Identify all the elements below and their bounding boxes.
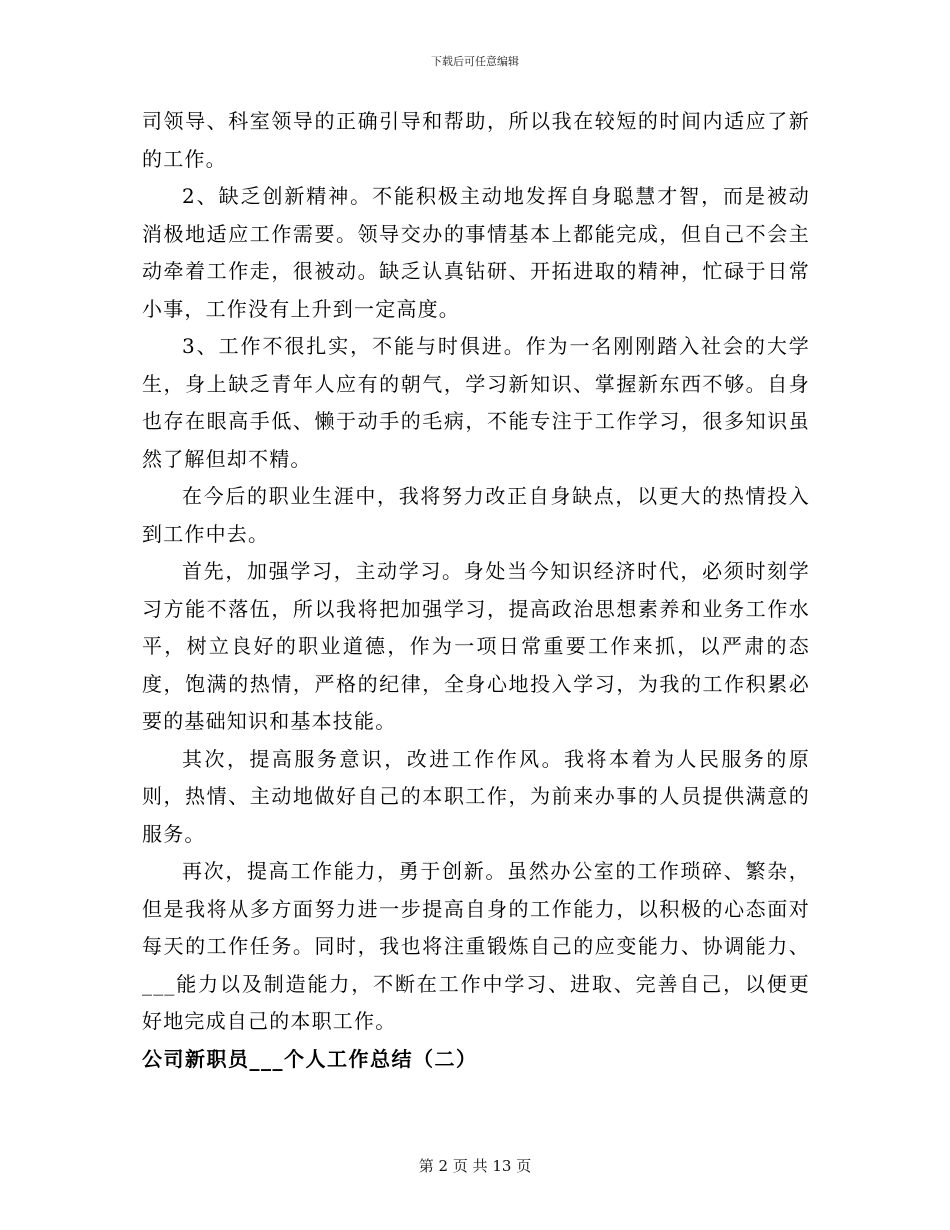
page-number: 第 2 页 共 13 页: [418, 1157, 532, 1175]
document-body: [142, 103, 810, 1078]
page-header: 下载后可任意编辑: [431, 55, 519, 68]
paragraph-continuation: 司领导、科室领导的正确引导和帮助，所以我在较短的时间内适应了新的工作。: [142, 109, 810, 171]
section-title: 公司新职员___个人工作总结（二）: [142, 1046, 478, 1071]
paragraph-future-intro: 在今后的职业生涯中，我将努力改正自身缺点，以更大的热情投入到工作中去。: [142, 484, 810, 546]
paragraph-third: 再次，提高工作能力，勇于创新。虽然办公室的工作琐碎、繁杂，但是我将从多方面努力进一步提高自身的工作能力，以积极的心态面对每天的工作任务。同时，我也将注重锻炼自己的应变能力、协调能力、___能力以及制造能力，不断在工作中学习、进取、完善自己，以便更好地完成自己的本职工作。: [142, 859, 810, 1033]
paragraph-point-3: 3、工作不很扎实，不能与时俱进。作为一名刚刚踏入社会的大学生，身上缺乏青年人应有的朝气，学习新知识、掌握新东西不够。自身也存在眼高手低、懒于动手的毛病，不能专注于工作学习，很多知识虽然了解但却不精。: [142, 334, 810, 471]
paragraph-point-2: 2、缺乏创新精神。不能积极主动地发挥自身聪慧才智，而是被动消极地适应工作需要。领导交办的事情基本上都能完成，但自己不会主动牵着工作走，很被动。缺乏认真钻研、开拓进取的精神，忙碌于日常小事，工作没有上升到一定高度。: [142, 184, 810, 321]
paragraph-first: 首先，加强学习，主动学习。身处当今知识经济时代，必须时刻学习方能不落伍，所以我将把加强学习，提高政治思想素养和业务工作水平，树立良好的职业道德，作为一项日常重要工作来抓，以严肃的态度，饱满的热情，严格的纪律，全身心地投入学习，为我的工作积累必要的基础知识和基本技能。: [142, 559, 810, 733]
paragraph-second: 其次，提高服务意识，改进工作作风。我将本着为人民服务的原则，热情、主动地做好自己的本职工作，为前来办事的人员提供满意的服务。: [142, 746, 810, 846]
